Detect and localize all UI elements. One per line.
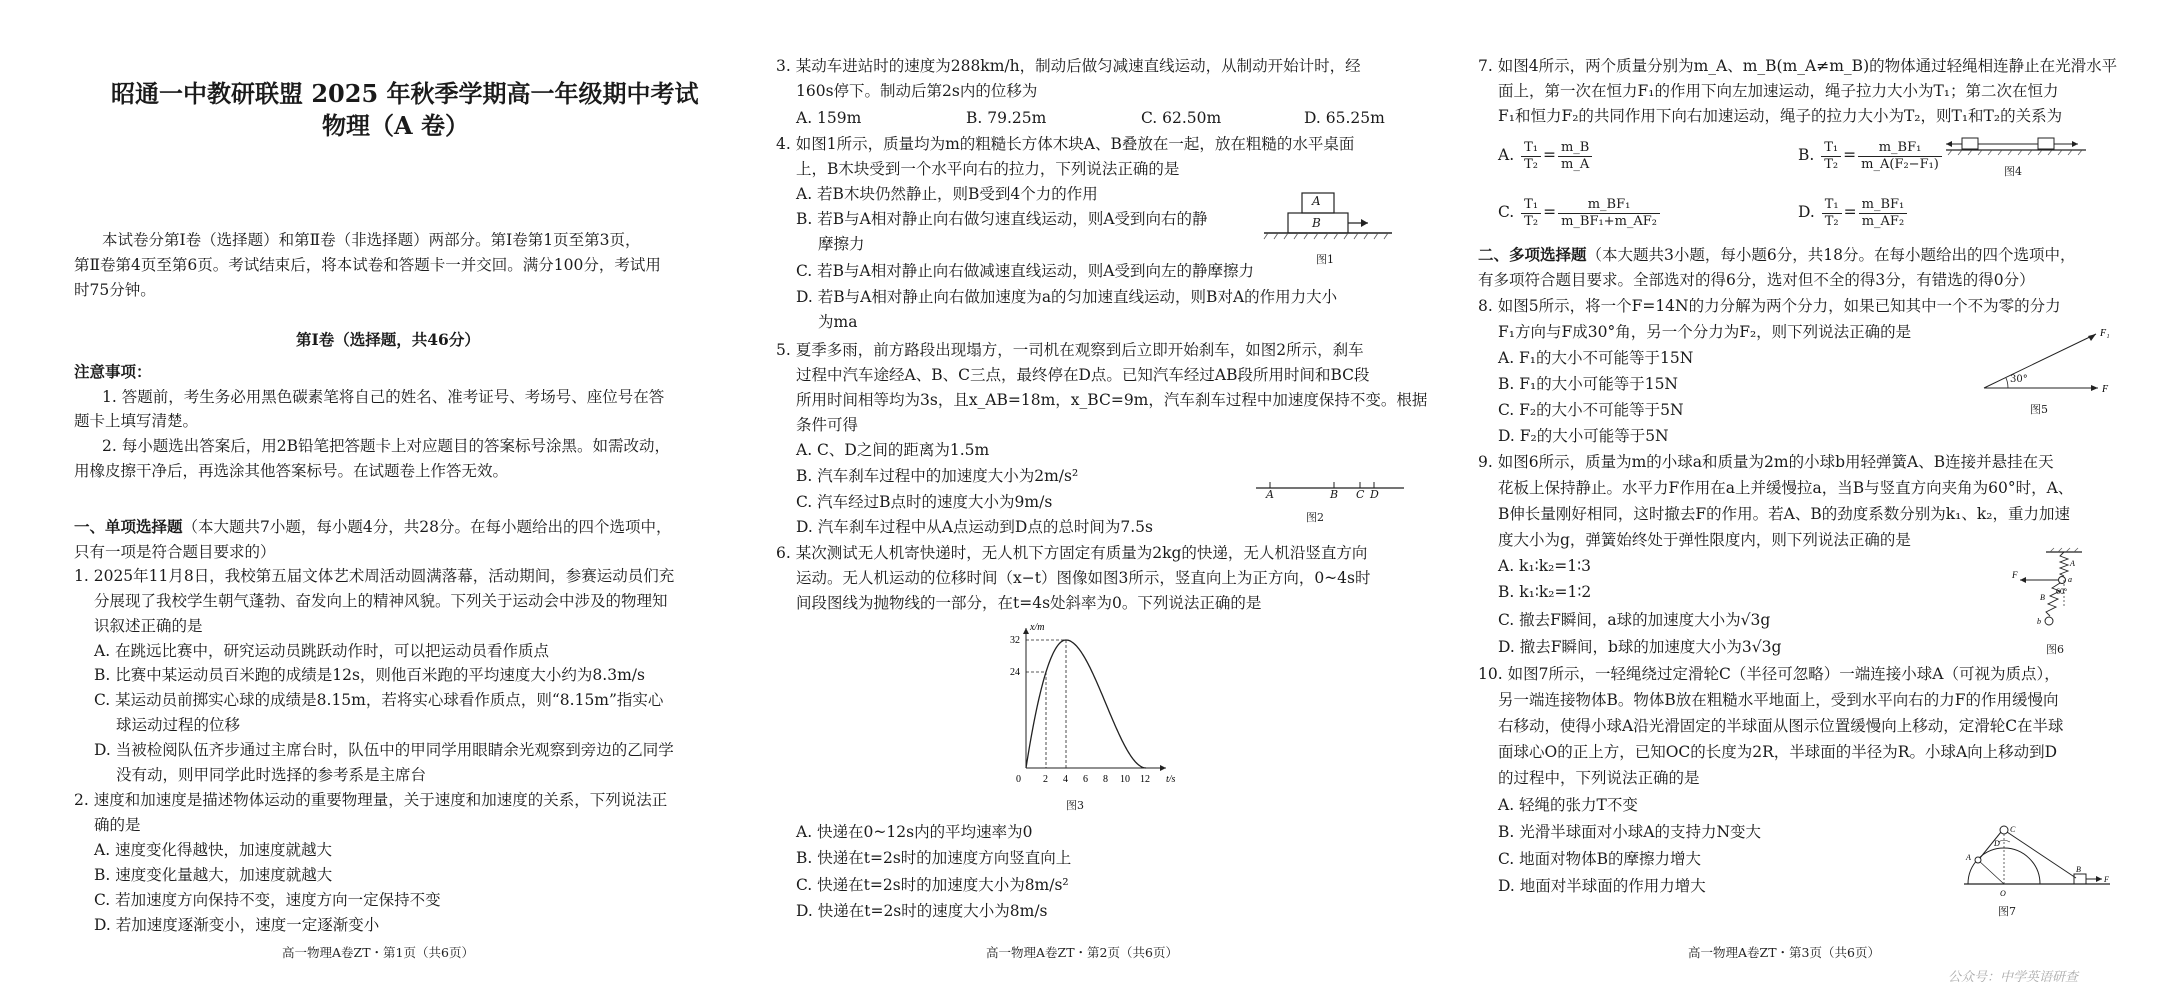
- q10-option-a: A. 轻绳的张力T不变: [1498, 796, 1638, 814]
- q6-option-c: C. 快递在t=2s时的加速度大小为8m/s²: [796, 876, 1069, 894]
- q10-option-b: B. 光滑半球面对小球A的支持力N变大: [1498, 823, 1762, 841]
- page-footer: 高一物理A卷ZT・第3页（共6页）: [1688, 945, 1880, 960]
- q1-option-a: A. 在跳远比赛中，研究运动员跳跃动作时，可以把运动员看作质点: [94, 642, 550, 660]
- xt-graph: [988, 618, 1176, 790]
- figure-7: [1964, 822, 2112, 920]
- figure-5-caption: 图5: [2030, 403, 2048, 416]
- q10-option-d: D. 地面对半球面的作用力增大: [1498, 877, 1706, 895]
- x-tick-12: 12: [1140, 774, 1150, 785]
- q7-option-a: A. $\frac{\text{T₁}}{\text{T₂}}$ = $\frac{m\_B}{m\_A}$: [1498, 137, 1594, 173]
- section-heading: 二、多项选择题（本大题共3小题，每小题6分，共18分。在每小题给出的四个选项中，: [1478, 245, 2076, 264]
- block-b-label: B: [1312, 216, 1321, 230]
- y-axis-label: x/m: [1030, 622, 1045, 633]
- figure-1: [1264, 188, 1404, 270]
- notice-line: 用橡皮擦干净后，再选涂其他答案标号。在试题卷上作答无效。: [74, 462, 509, 480]
- notice-line: 2. 每小题选出答案后，用2B铅笔把答题卡上对应题目的答案标号涂黑。如需改动，: [102, 437, 670, 455]
- q4-stem: 上，B木块受到一个水平向右的拉力，下列说法正确的是: [796, 160, 1180, 178]
- q9-stem: 度大小为g，弹簧始终处于弹性限度内，则下列说法正确的是: [1498, 531, 1911, 549]
- svg-text:b: b: [2037, 617, 2041, 626]
- notice-line: 1. 答题前，考生务必用黑色碳素笔将自己的姓名、准考证号、考场号、座位号在答: [102, 388, 665, 406]
- point-d-label: D: [1370, 488, 1379, 501]
- page-3: [1478, 0, 2120, 1002]
- q1-option-d: 没有动，则甲同学此时选择的参考系是主席台: [116, 766, 427, 784]
- figure-6-caption: 图6: [2046, 643, 2064, 656]
- q1-option-b: B. 比赛中某运动员百米跑的成绩是12s，则他百米跑的平均速度大小约为8.3m/s: [94, 666, 645, 684]
- svg-text:O: O: [2000, 889, 2006, 898]
- q10-stem: 面球心O的正上方，已知OC的长度为2R，半球面的半径为R。小球A向上移动到D: [1498, 743, 2058, 761]
- q2-option-b: B. 速度变化量越大，加速度就越大: [94, 866, 333, 884]
- figure-2-caption: 图2: [1306, 511, 1324, 524]
- figure-3: [988, 618, 1176, 818]
- q8-option-c: C. F₂的大小不可能等于5N: [1498, 401, 1684, 419]
- intro-line: 时75分钟。: [74, 281, 156, 299]
- page-2: [776, 0, 1428, 1002]
- figure-5-drawing: [1980, 328, 2110, 398]
- x-tick-8: 8: [1103, 774, 1108, 785]
- q9-option-c: C. 撤去F瞬间，a球的加速度大小为√3g: [1498, 611, 1771, 629]
- figure-1-drawing: [1264, 188, 1404, 270]
- figure-3-caption: 图3: [1066, 799, 1084, 812]
- q4-option-c: C. 若B与A相对静止向右做减速直线运动，则A受到向左的静摩擦力: [796, 262, 1254, 280]
- q5-stem: 5. 夏季多雨，前方路段出现塌方，一司机在观察到后立即开始刹车，如图2所示，刹车: [776, 341, 1364, 359]
- q7-stem: F₁和恒力F₂的共同作用下向右加速运动，绳子的拉力大小为T₂，则T₁和T₂的关系为: [1498, 107, 2063, 125]
- svg-text:C: C: [2010, 825, 2016, 834]
- q3-option-c: C. 62.50m: [1141, 109, 1222, 127]
- figure-7-drawing: [1964, 822, 2112, 902]
- figure-4-caption: 图4: [2004, 165, 2022, 178]
- q4-option-b: B. 若B与A相对静止向右做匀速直线运动，则A受到向右的静: [796, 210, 1208, 228]
- figure-2: [1256, 478, 1406, 526]
- origin-label: 0: [1016, 774, 1021, 785]
- q2-option-a: A. 速度变化得越快，加速度就越大: [94, 841, 333, 859]
- q5-stem: 条件可得: [796, 416, 859, 434]
- q7-option-b: B. $\frac{\text{T₁}}{\text{T₂}}$ = $\frac{\text{m\_BF₁}}{\text{m\_A(F₂−F₁)}}$: [1798, 137, 1944, 173]
- q5-option-b: B. 汽车刹车过程中的加速度大小为2m/s²: [796, 467, 1079, 485]
- y-axis-arrow: [1023, 628, 1029, 634]
- q6-option-d: D. 快递在t=2s时的速度大小为8m/s: [796, 902, 1048, 920]
- q1-option-c: 球运动过程的位移: [116, 716, 241, 734]
- q1-option-d: D. 当被检阅队伍齐步通过主席台时，队伍中的甲同学用眼睛余光观察到旁边的乙同学: [94, 741, 674, 759]
- q1-stem: 识叙述正确的是: [94, 617, 203, 635]
- figure-5: [1980, 328, 2110, 420]
- q5-option-c: C. 汽车经过B点时的速度大小为9m/s: [796, 493, 1053, 511]
- notice-line: 题卡上填写清楚。: [74, 412, 199, 430]
- point-c-label: C: [1356, 488, 1365, 501]
- point-a-label: A: [1266, 488, 1274, 501]
- q2-stem: 确的是: [94, 816, 141, 834]
- section-desc: 有多项符合题目要求。全部选对的得6分，选对但不全的得3分，有错选的得0分）: [1478, 271, 2035, 289]
- q8-option-b: B. F₁的大小可能等于15N: [1498, 375, 1678, 393]
- x-tick-6: 6: [1083, 774, 1088, 785]
- q4-option-d: D. 若B与A相对静止向右做加速度为a的匀加速直线运动，则B对A的作用力大小: [796, 288, 1338, 306]
- q9-option-b: B. k₁∶k₂=1∶2: [1498, 583, 1592, 601]
- q9-stem: 9. 如图6所示，质量为m的小球a和质量为2m的小球b用轻弹簧A、B连接并悬挂在天: [1478, 453, 2054, 471]
- watermark: 公众号：中学英语研查: [1948, 970, 2079, 985]
- q7-stem: 7. 如图4所示，两个质量分别为m_A、m_B(m_A≠m_B)的物体通过轻绳相连静止在光滑水平: [1478, 57, 2118, 75]
- q9-stem: B伸长量刚好相同，这时撤去F的作用。若A、B的劲度系数分别为k₁、k₂，重力加速: [1498, 505, 2070, 523]
- x-axis-label: t/s: [1166, 774, 1176, 785]
- q8-option-d: D. F₂的大小可能等于5N: [1498, 427, 1669, 445]
- svg-text:A: A: [1966, 853, 1971, 862]
- q4-option-b: 摩擦力: [818, 235, 865, 253]
- q4-stem: 4. 如图1所示，质量均为m的粗糙长方体木块A、B叠放在一起，放在粗糙的水平桌面: [776, 135, 1355, 153]
- y-tick-24: 24: [1010, 667, 1020, 678]
- q5-stem: 所用时间相等均为3s，且x_AB=18m，x_BC=9m，汽车刹车过程中加速度保持不变。根据: [796, 391, 1428, 409]
- q2-stem: 2. 速度和加速度是描述物体运动的重要物理量，关于速度和加速度的关系，下列说法正: [74, 791, 668, 809]
- notice-title: 注意事项：: [74, 362, 152, 381]
- q6-stem: 运动。无人机运动的位移时间（x−t）图像如图3所示，竖直向上为正方向，0~4s时: [796, 569, 1371, 587]
- q4-option-a: A. 若B木块仍然静止，则B受到4个力的作用: [796, 185, 1098, 203]
- svg-text:60°: 60°: [2056, 587, 2068, 596]
- q5-option-d: D. 汽车刹车过程中从A点运动到D点的总时间为7.5s: [796, 518, 1153, 536]
- svg-text:B: B: [2040, 593, 2045, 602]
- exam-subtitle: 物理（A 卷）: [322, 111, 469, 140]
- svg-text:F₁: F₁: [2100, 328, 2110, 339]
- figure-6-drawing: [2012, 548, 2092, 640]
- q8-stem: F₁方向与F成30°角，另一个分力为F₂，则下列说法正确的是: [1498, 323, 1912, 341]
- q9-option-d: D. 撤去F瞬间，b球的加速度大小为3√3g: [1498, 638, 1782, 656]
- q10-option-c: C. 地面对物体B的摩擦力增大: [1498, 850, 1702, 868]
- svg-text:A: A: [2070, 559, 2075, 568]
- intro-line: 本试卷分第Ⅰ卷（选择题）和第Ⅱ卷（非选择题）两部分。第Ⅰ卷第1页至第3页，: [102, 231, 641, 249]
- q10-stem: 另一端连接物体B。物体B放在粗糙水平地面上，受到水平向右的力F的作用缓慢向: [1498, 691, 2059, 709]
- q8-stem: 8. 如图5所示，将一个F=14N的力分解为两个分力，如果已知其中一个不为零的分力: [1478, 297, 2061, 315]
- point-b-label: B: [1330, 488, 1339, 501]
- q5-stem: 过程中汽车途经A、B、C三点，最终停在D点。已知汽车经过AB段所用时间和BC段: [796, 366, 1370, 384]
- figure-4-drawing: [1946, 138, 2096, 164]
- section-heading: 一、单项选择题（本大题共7小题，每小题4分，共28分。在每小题给出的四个选项中，: [74, 517, 672, 536]
- q7-stem: 面上，第一次在恒力F₁的作用下向左加速运动，绳子拉力大小为T₁；第二次在恒力: [1498, 82, 2059, 100]
- q9-option-a: A. k₁∶k₂=1∶3: [1498, 557, 1592, 575]
- svg-text:F: F: [2012, 570, 2018, 580]
- x-axis-arrow: [1160, 765, 1166, 771]
- figure-1-caption: 图1: [1316, 253, 1334, 266]
- q3-option-b: B. 79.25m: [966, 109, 1047, 127]
- q1-stem: 分展现了我校学生朝气蓬勃、奋发向上的精神风貌。下列关于运动会中涉及的物理知: [94, 592, 668, 610]
- svg-text:B: B: [2076, 865, 2081, 874]
- page-footer: 高一物理A卷ZT・第1页（共6页）: [282, 945, 474, 960]
- q4-option-d: 为ma: [818, 313, 858, 331]
- q10-stem: 的过程中，下列说法正确的是: [1498, 769, 1700, 787]
- q3-option-a: A. 159m: [796, 109, 862, 127]
- q10-stem: 10. 如图7所示，一轻绳绕过定滑轮C（半径可忽略）一端连接小球A（可视为质点），: [1478, 665, 2060, 683]
- block-a-label: A: [1312, 194, 1321, 208]
- angle-label: 30°: [2010, 374, 2028, 385]
- q8-option-a: A. F₁的大小不可能等于15N: [1498, 349, 1694, 367]
- q3-stem: 160s停下。制动后第2s内的位移为: [796, 82, 1038, 100]
- q7-option-c: C. $\frac{\text{T₁}}{\text{T₂}}$ = $\frac{\text{m\_BF₁}}{\text{m\_BF₁+m\_AF₂}}$: [1498, 194, 1662, 230]
- page-1: [74, 0, 714, 1002]
- y-tick-32: 32: [1010, 635, 1020, 646]
- q9-stem: 花板上保持静止。水平力F作用在a上并缓慢拉a，当B与竖直方向夹角为60°时，A、: [1498, 479, 2074, 497]
- q3-option-d: D. 65.25m: [1304, 109, 1385, 127]
- q7-option-d: D. $\frac{\text{T₁}}{\text{T₂}}$ = $\frac{\text{m\_BF₁}}{\text{m\_AF₂}}$: [1798, 194, 1909, 230]
- svg-text:F: F: [2104, 875, 2109, 884]
- intro-line: 第Ⅱ卷第4页至第6页。考试结束后，将本试卷和答题卡一并交回。满分100分，考试用: [74, 256, 661, 274]
- figure-4: [1946, 138, 2096, 182]
- section-desc: 只有一项是符合题目要求的）: [74, 543, 276, 561]
- xt-curve: [1026, 640, 1146, 768]
- x-tick-4: 4: [1063, 774, 1068, 785]
- page-footer: 高一物理A卷ZT・第2页（共6页）: [986, 945, 1178, 960]
- q2-option-c: C. 若加速度方向保持不变，速度方向一定保持不变: [94, 891, 441, 909]
- q3-stem: 3. 某动车进站时的速度为288km/h，制动后做匀减速直线运动，从制动开始计时，经: [776, 57, 1361, 75]
- q1-option-c: C. 某运动员前掷实心球的成绩是8.15m，若将实心球看作质点，则“8.15m”指实心: [94, 691, 664, 709]
- part-heading: 第Ⅰ卷（选择题，共46分）: [296, 330, 480, 349]
- q6-option-b: B. 快递在t=2s时的加速度方向竖直向上: [796, 849, 1072, 867]
- x-tick-10: 10: [1120, 774, 1130, 785]
- q2-option-d: D. 若加速度逐渐变小，速度一定逐渐变小: [94, 916, 380, 934]
- svg-text:D: D: [1994, 839, 2000, 848]
- figure-7-caption: 图7: [1998, 905, 2016, 918]
- q1-stem: 1. 2025年11月8日，我校第五届文体艺术周活动圆满落幕，活动期间，参赛运动员们充: [74, 567, 675, 585]
- q6-option-a: A. 快递在0~12s内的平均速率为0: [796, 823, 1033, 841]
- figure-6: [2012, 548, 2092, 658]
- q6-stem: 间段图线为抛物线的一部分，在t=4s处斜率为0。下列说法正确的是: [796, 594, 1262, 612]
- svg-text:a: a: [2068, 575, 2072, 584]
- q10-stem: 右移动，使得小球A沿光滑固定的半球面从图示位置缓慢向上移动，定滑轮C在半球: [1498, 717, 2064, 735]
- svg-text:F: F: [2102, 384, 2109, 395]
- q6-stem: 6. 某次测试无人机寄快递时，无人机下方固定有质量为2kg的快递，无人机沿竖直方向: [776, 544, 1368, 562]
- q5-option-a: A. C、D之间的距离为1.5m: [796, 441, 990, 459]
- exam-title: 昭通一中教研联盟 2025 年秋季学期高一年级期中考试: [111, 79, 699, 108]
- x-tick-2: 2: [1043, 774, 1048, 785]
